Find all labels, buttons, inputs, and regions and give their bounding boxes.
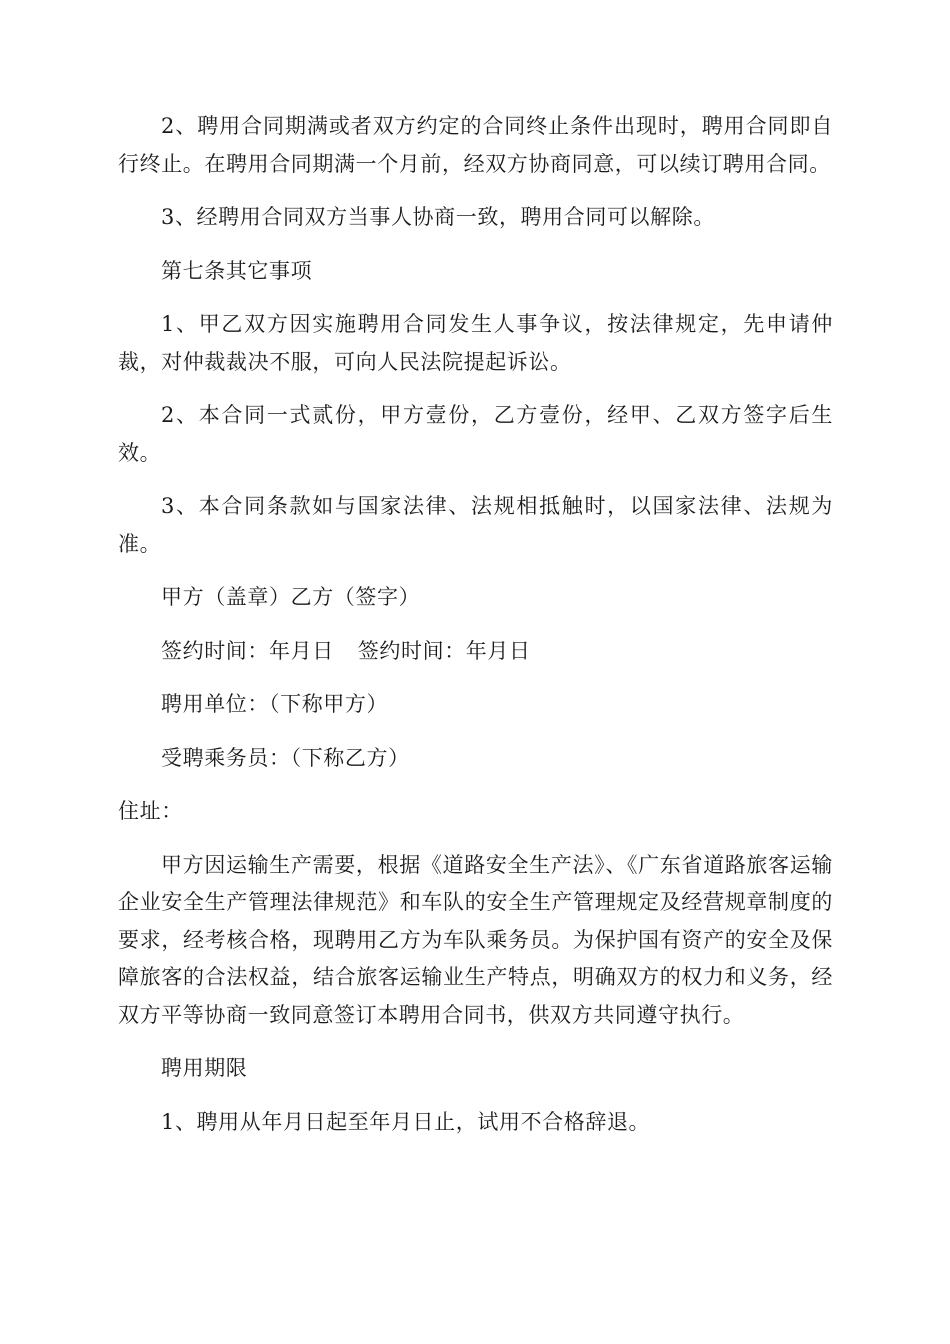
- address-label: 住址：: [118, 799, 183, 823]
- paragraph-contract-termination: 3、经聘用合同双方当事人协商一致，聘用合同可以解除。: [161, 205, 715, 229]
- paragraph-dispute-resolution: 1、甲乙双方因实施聘用合同发生人事争议，按法律规定，先申请仲裁，对仲裁裁决不服，可向人民法院提起诉讼。: [118, 312, 833, 374]
- signing-date-line: [118, 633, 833, 671]
- signature-parties-line: 甲方（盖章）乙方（签字）: [161, 585, 421, 609]
- paragraph-legal-precedence: 3、本合同条款如与国家法律、法规相抵触时，以国家法律、法规为准。: [118, 494, 833, 556]
- signing-date-party-a: 签约时间：年月日: [161, 638, 334, 663]
- document-page: [118, 108, 833, 1141]
- paragraph-copies: 2、本合同一式贰份，甲方壹份，乙方壹份，经甲、乙双方签字后生效。: [118, 403, 833, 465]
- paragraph-contract-expiry: 2、聘用合同期满或者双方约定的合同终止条件出现时，聘用合同即自行终止。在聘用合同期满一个月前，经双方协商同意，可以续订聘用合同。: [118, 114, 833, 176]
- employer-line: 聘用单位：（下称甲方）: [161, 692, 389, 716]
- paragraph-preamble: 甲方因运输生产需要，根据《道路安全生产法》、《广东省道路旅客运输企业安全生产管理法律规范》和车队的安全生产管理规定及经营规章制度的要求，经考核合格，现聘用乙方为车队乘务员。为保护国有资产的安全及保障旅客的合法权益，结合旅客运输业生产特点，明确双方的权力和义务，经双方平等协商一致同意签订本聘用合同书，供双方共同遵守执行。: [118, 852, 833, 1027]
- section-heading-article-7: 第七条其它事项: [161, 258, 313, 283]
- employee-line: 受聘乘务员：（下称乙方）: [161, 745, 410, 770]
- signing-date-party-b: 签约时间：年月日: [357, 638, 531, 663]
- paragraph-term-item: 1、聘用从年月日起至年月日止，试用不合格辞退。: [161, 1109, 651, 1134]
- section-heading-term: 聘用期限: [161, 1056, 248, 1080]
